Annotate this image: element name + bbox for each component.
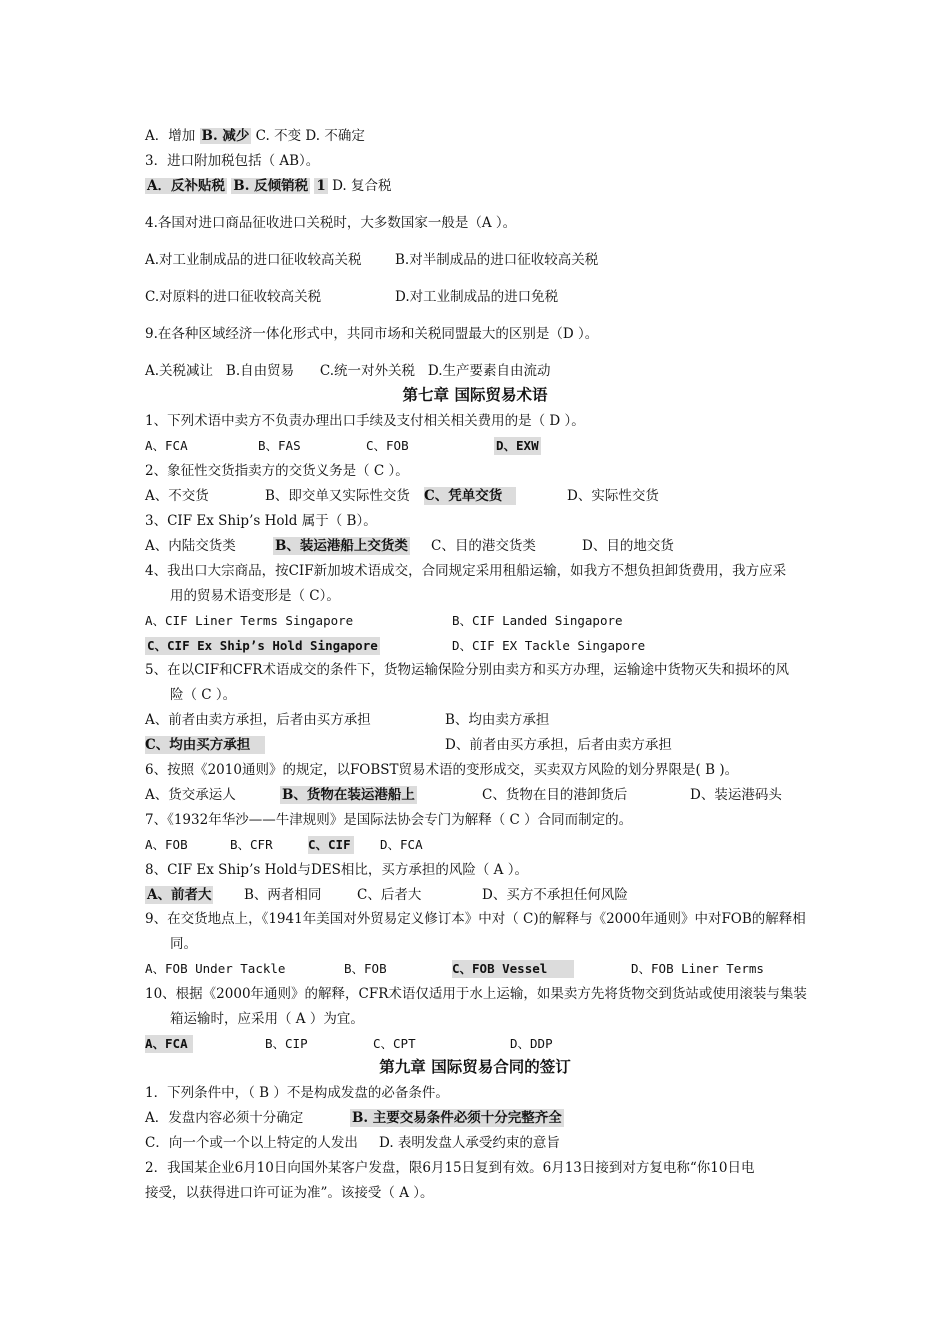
ch7-q3-option-a: A、内陆交货类 (145, 538, 236, 554)
ch9-q1-option-b-answer: B. 主要交易条件必须十分完整齐全 (352, 1110, 562, 1126)
ch7-q5-option-c-answer: C、均由买方承担 (145, 736, 265, 754)
option-line (145, 177, 392, 195)
ch7-q6-option-b-answer: B、货物在装运港船上 (282, 787, 415, 803)
ch7-q2-option-c-answer: C、凭单交货 (424, 487, 516, 505)
ch7-q3-option-c: C、目的港交货类 (431, 538, 536, 554)
question-3: 3．进口附加税包括（ AB）。 (145, 153, 320, 169)
ch7-q7-option-d: D、FCA (380, 837, 423, 852)
ch7-q6-option-a: A、货交承运人 (145, 787, 236, 803)
q4-option-b: B.对半制成品的进口征收较高关税 (395, 252, 599, 268)
ch9-q1-option-d: D. 表明发盘人承受约束的意旨 (379, 1135, 560, 1151)
ch7-question-8: 8、CIF Ex Ship’s Hold与DES相比，买方承担的风险（ A ）。 (145, 862, 528, 878)
ch7-question-5-line2: 险（ C ）。 (170, 687, 237, 703)
ch7-q5-option-d: D、前者由买方承担，后者由卖方承担 (445, 737, 672, 753)
ch7-q8-option-d: D、买方不承担任何风险 (482, 887, 628, 903)
ch7-q9-option-c-answer: C、FOB Vessel (452, 960, 574, 978)
question-9: 9.在各种区域经济一体化形式中，共同市场和关税同盟最大的区别是（D ）。 (145, 326, 599, 342)
ch7-q4-option-b: B、CIF Landed Singapore (452, 613, 623, 628)
ch7-q2-option-b: B、即交单又实际性交货 (265, 488, 410, 504)
ch7-question-1: 1、下列术语中卖方不负责办理出口手续及支付相关相关费用的是（ D ）。 (145, 413, 585, 429)
ch7-question-4-line2: 用的贸易术语变形是（ C）。 (170, 588, 340, 604)
option-b-answer: B. 减少 (201, 128, 250, 144)
option-b-answer: B. 反倾销税 (233, 178, 309, 194)
ch7-q10-option-a-answer: A、FCA (145, 1035, 193, 1053)
ch9-question-1: 1．下列条件中，（ B ）不是构成发盘的必备条件。 (145, 1085, 449, 1101)
option-d: D. 不确定 (305, 128, 365, 144)
ch7-question-5-line1: 5、在以CIF和CFR术语成交的条件下，货物运输保险分别由卖方和买方办理，运输途中货物灭失和损坏的风 (145, 662, 789, 678)
ch7-q7-option-a: A、FOB (145, 837, 188, 852)
ch7-q6-option-d: D、装运港码头 (690, 787, 782, 803)
ch7-q3-option-d: D、目的地交货 (582, 538, 674, 554)
option-d: D. 复合税 (332, 178, 392, 194)
ch9-question-2-line2: 接受，以获得进口许可证为准”。该接受（ A ）。 (145, 1185, 434, 1201)
ch7-q1-option-a: A、FCA (145, 438, 188, 453)
ch7-q3-option-b-answer: B、装运港船上交货类 (275, 538, 408, 554)
ch7-question-10-line1: 10、根据《2000年通则》的解释，CFR术语仅适用于水上运输，如果卖方先将货物交到货站或使用滚装与集装 (145, 986, 807, 1002)
ch7-question-9-line1: 9、在交货地点上，《1941年美国对外贸易定义修订本》中对（ C)的解释与《2000年通则》中对FOB的解释相 (145, 911, 806, 927)
option-a-answer: A．反补贴税 (147, 178, 225, 194)
ch7-q4-option-a: A、CIF Liner Terms Singapore (145, 613, 354, 628)
chapter-7-title: 第七章 国际贸易术语 (402, 385, 548, 404)
ch7-q4-option-d: D、CIF EX Tackle Singapore (452, 638, 646, 653)
ch7-q10-option-b: B、CIP (265, 1036, 308, 1051)
ch7-q1-option-b: B、FAS (258, 438, 301, 453)
q9-options: A.关税减让 B.自由贸易 C.统一对外关税 D.生产要素自由流动 (145, 363, 551, 379)
ch7-q9-option-a: A、FOB Under Tackle (145, 961, 286, 976)
q4-option-c: C.对原料的进口征收较高关税 (145, 289, 322, 305)
ch7-q1-option-c: C、FOB (366, 438, 409, 453)
ch7-q2-option-a: A、不交货 (145, 488, 209, 504)
ch7-question-10-line2: 箱运输时，应采用（ A ）为宜。 (170, 1011, 364, 1027)
q4-option-d: D.对工业制成品的进口免税 (395, 289, 559, 305)
option-c: C. 不变 (255, 128, 302, 144)
ch7-q1-option-d-answer: D、EXW (496, 438, 539, 453)
ch7-q5-option-a: A、前者由卖方承担，后者由买方承担 (145, 712, 371, 728)
option-line (145, 127, 365, 145)
ch7-question-6: 6、按照《2010通则》的规定，以FOBST贸易术语的变形成交，买卖双方风险的划分界限是( B )。 (145, 762, 739, 778)
option-c-answer: 1 (316, 178, 326, 194)
ch7-q9-option-d: D、FOB Liner Terms (631, 961, 764, 976)
ch9-q1-option-a: A．发盘内容必须十分确定 (145, 1110, 304, 1126)
ch7-q8-option-c: C、后者大 (357, 887, 422, 903)
q4-option-a: A.对工业制成品的进口征收较高关税 (145, 252, 362, 268)
ch7-q5-option-b: B、均由卖方承担 (445, 712, 550, 728)
question-4: 4.各国对进口商品征收进口关税时，大多数国家一般是（A ）。 (145, 215, 517, 231)
ch7-question-2: 2、象征性交货指卖方的交货义务是（ C ）。 (145, 463, 409, 479)
chapter-9-title: 第九章 国际贸易合同的签订 (379, 1057, 571, 1076)
ch7-q8-option-b: B、两者相同 (244, 887, 322, 903)
ch7-question-7: 7、《1932年华沙——牛津规则》是国际法协会专门为解释（ C ）合同而制定的。 (145, 812, 633, 828)
ch7-q7-option-c-answer: C、CIF (308, 836, 354, 854)
ch7-q6-option-c: C、货物在目的港卸货后 (482, 787, 628, 803)
option-a: A．增加 (145, 128, 196, 144)
ch7-q8-option-a-answer: A、前者大 (147, 887, 212, 903)
ch7-question-3: 3、CIF Ex Ship’s Hold 属于（ B）。 (145, 513, 377, 529)
ch7-q10-option-d: D、DDP (510, 1036, 553, 1051)
ch7-q4-option-c-answer: C、CIF Ex Ship’s Hold Singapore (147, 638, 378, 653)
ch7-q2-option-d: D、实际性交货 (567, 488, 659, 504)
ch9-question-2-line1: 2．我国某企业6月10日向国外某客户发盘，限6月15日复到有效。6月13日接到对方复电称“你10日电 (145, 1160, 755, 1176)
ch7-question-4-line1: 4、我出口大宗商品，按CIF新加坡术语成交，合同规定采用租船运输，如我方不想负担卸货费用，我方应采 (145, 563, 787, 579)
ch7-q7-option-b: B、CFR (230, 837, 273, 852)
ch7-q9-option-b: B、FOB (344, 961, 387, 976)
ch7-q10-option-c: C、CPT (373, 1036, 416, 1051)
ch9-q1-option-c: C．向一个或一个以上特定的人发出 (145, 1135, 358, 1151)
ch7-question-9-line2: 同。 (170, 936, 197, 952)
